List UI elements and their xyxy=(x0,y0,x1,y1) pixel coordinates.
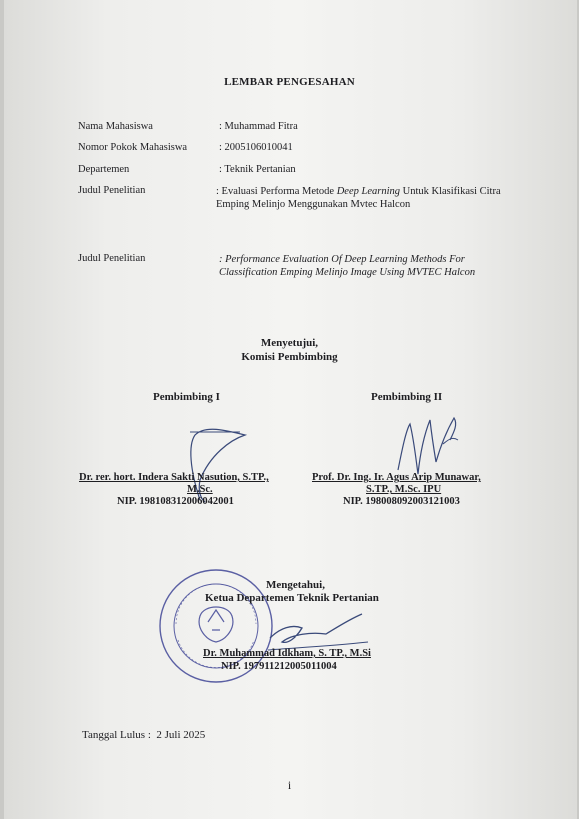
graduation-value: 2 Juli 2025 xyxy=(156,729,206,741)
field-label-npm: Nomor Pokok Mahasiswa xyxy=(78,142,188,153)
field-label-title-en: Judul Penelitian xyxy=(78,253,146,264)
supervisor-2-nip: NIP. 198008092003121003 xyxy=(343,496,460,507)
supervisor-2-role: Pembimbing II xyxy=(371,391,443,403)
field-label-title-id: Judul Penelitian xyxy=(78,185,146,196)
page-title: LEMBAR PENGESAHAN xyxy=(224,76,355,88)
supervisor-1-nip: NIP. 198108312006042001 xyxy=(117,496,234,507)
acknowledgement-nip: NIP. 197911212005011004 xyxy=(221,661,337,672)
supervisor-2-name-line1: Prof. Dr. Ing. Ir. Agus Arip Munawar, xyxy=(312,472,481,483)
field-value-title-id: : Evaluasi Performa Metode Deep Learning Untuk Klasifikasi Citra Emping Melinjo Menggunakan Mvtec Halcon xyxy=(216,186,501,210)
acknowledgement-role: Ketua Departemen Teknik Pertanian xyxy=(205,592,379,604)
field-label-department: Departemen xyxy=(78,164,130,175)
acknowledgement-name: Dr. Muhammad Idkham, S. TP., M.Si xyxy=(203,648,371,659)
field-value-department: : Teknik Pertanian xyxy=(219,164,296,175)
field-value-npm: : 2005106010041 xyxy=(219,142,293,153)
supervisor-1-name-line2: M.Sc. xyxy=(187,484,213,495)
supervisor-2-name-line2: S.TP., M.Sc. IPU xyxy=(366,484,442,495)
approval-subheading: Komisi Pembimbing xyxy=(241,351,338,363)
supervisor-1-name-line1: Dr. rer. hort. Indera Sakti Nasution, S.TP., xyxy=(79,472,269,483)
field-value-name: : Muhammad Fitra xyxy=(219,121,298,132)
graduation-date xyxy=(82,729,205,741)
supervisor-1-role: Pembimbing I xyxy=(153,391,220,403)
field-value-title-en: : Performance Evaluation Of Deep Learning Methods For Classification Emping Melinjo Image Using MVTEC Halcon xyxy=(219,254,476,278)
page-number: i xyxy=(287,778,292,792)
approval-heading: Menyetujui, xyxy=(260,337,319,349)
graduation-label: Tanggal Lulus : xyxy=(82,729,151,741)
field-label-name: Nama Mahasiswa xyxy=(78,121,153,132)
acknowledgement-heading: Mengetahui, xyxy=(266,579,325,591)
